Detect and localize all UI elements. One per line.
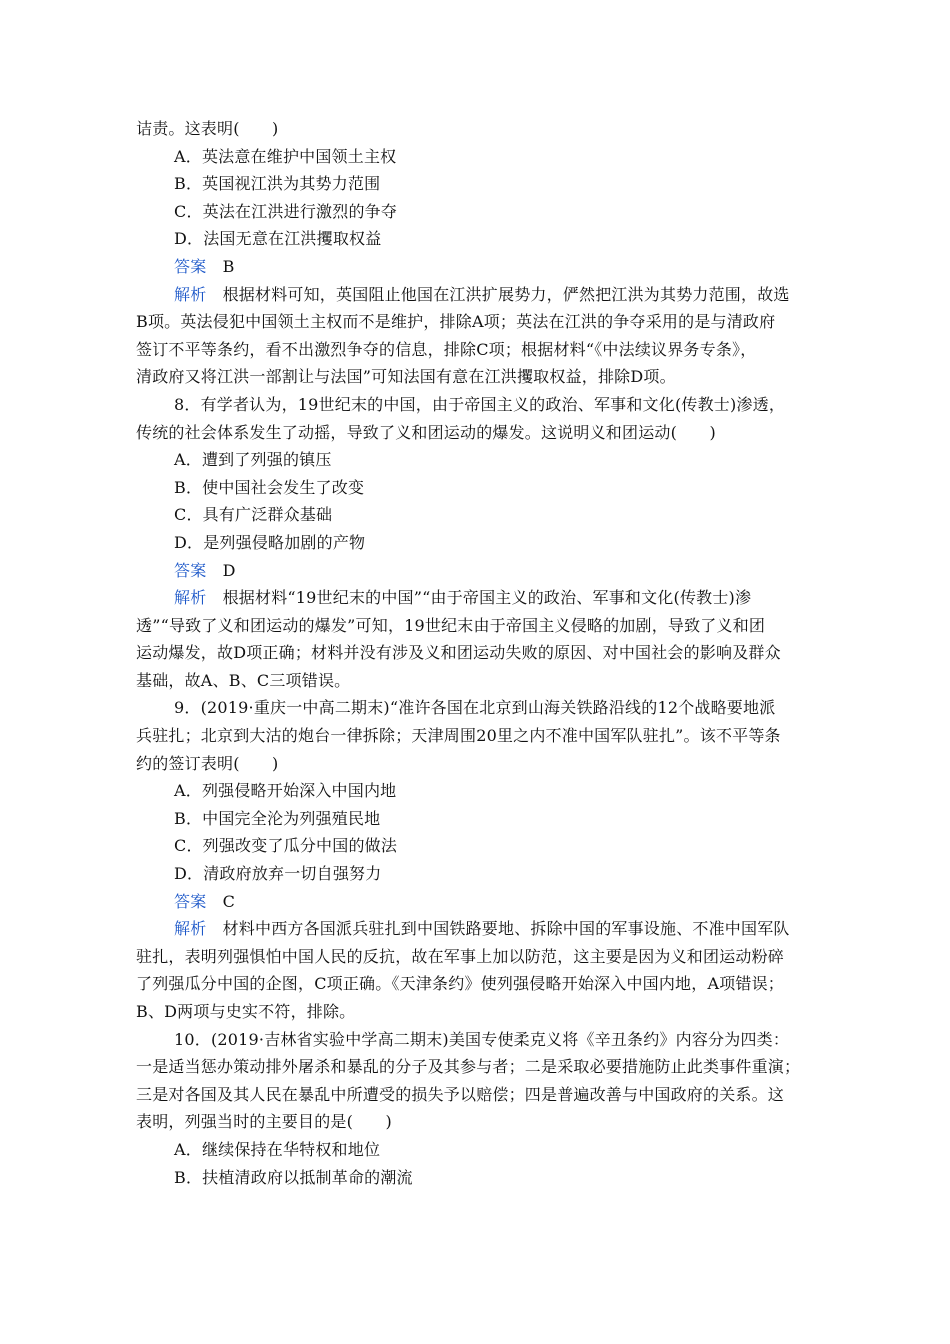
analysis-line: [136, 584, 816, 612]
answer-value: C: [222, 891, 236, 911]
option-c: C．具有广泛群众基础: [174, 505, 333, 525]
question-10: [136, 1026, 816, 1192]
document-page: [136, 115, 816, 1191]
analysis-text: 了列强瓜分中国的企图，C项正确。《天津条约》使列强侵略开始深入中国内地，A项错误；: [136, 974, 784, 994]
question-9: [136, 694, 816, 1025]
analysis-text: 驻扎，表明列强惧怕中国人民的反抗，故在军事上加以防范，这主要是因为义和团运动粉碎: [136, 946, 785, 966]
question-stem: 约的签订表明( ): [136, 753, 279, 773]
analysis-text: B项。英法侵犯中国领土主权而不是维护，排除A项；英法在江洪的争夺采用的是与清政府: [136, 312, 776, 332]
answer-label: 答案: [174, 256, 207, 276]
option-b: B．使中国社会发生了改变: [174, 477, 365, 497]
analysis-text: 基础，故A、B、C三项错误。: [136, 670, 351, 690]
question-stem: 10．(2019·吉林省实验中学高二期末)美国专使柔克义将《辛丑条约》内容分为四类：: [174, 1029, 790, 1049]
analysis-text: 根据材料“19世纪末的中国”“由于帝国主义的政治、军事和文化(传教士)渗: [222, 588, 752, 608]
analysis-label: 解析: [174, 588, 207, 608]
option-b: B．中国完全沦为列强殖民地: [174, 808, 381, 828]
option-a: A．英法意在维护中国领土主权: [174, 146, 397, 166]
analysis-text: 清政府又将江洪一部割让与法国”可知法国有意在江洪攫取权益，排除D项。: [136, 367, 676, 387]
question-stem: 表明，列强当时的主要目的是( ): [136, 1112, 392, 1132]
answer-line: [136, 253, 816, 281]
question-stem: 兵驻扎；北京到大沽的炮台一律拆除；天津周围20里之内不准中国军队驻扎”。该不平等条: [136, 726, 781, 746]
option-b: B．英国视江洪为其势力范围: [174, 174, 381, 194]
question-stem: 诘责。这表明( ): [136, 119, 279, 138]
answer-value: B: [222, 256, 235, 276]
analysis-text: 运动爆发，故D项正确；材料并没有涉及义和团运动失败的原因、对中国社会的影响及群众: [136, 643, 781, 663]
question-8: [136, 391, 816, 695]
option-d: D．是列强侵略加剧的产物: [174, 532, 366, 552]
analysis-text: 材料中西方各国派兵驻扎到中国铁路要地、拆除中国的军事设施、不准中国军队: [222, 919, 790, 939]
analysis-text: B、D两项与史实不符，排除。: [136, 1002, 356, 1021]
answer-line: [136, 557, 816, 585]
option-a: A．遭到了列强的镇压: [174, 450, 332, 470]
question-stem: 9．(2019·重庆一中高二期末)“准许各国在北京到山海关铁路沿线的12个战略要地派: [174, 698, 776, 718]
question-stem: 8．有学者认为，19世纪末的中国，由于帝国主义的政治、军事和文化(传教士)渗透，: [174, 394, 786, 414]
option-d: D．清政府放弃一切自强努力: [174, 864, 382, 884]
option-b: B．扶植清政府以抵制革命的潮流: [174, 1167, 413, 1187]
option-d: D．法国无意在江洪攫取权益: [174, 229, 382, 249]
question-7: [136, 115, 816, 391]
analysis-line: [136, 281, 816, 309]
question-stem: 一是适当惩办策动排外屠杀和暴乱的分子及其参与者；二是采取必要措施防止此类事件重演；: [136, 1057, 801, 1077]
answer-line: [136, 888, 816, 916]
option-c: C．英法在江洪进行激烈的争夺: [174, 201, 398, 221]
option-a: A．列强侵略开始深入中国内地: [174, 781, 397, 801]
analysis-text: 根据材料可知，英国阻止他国在江洪扩展势力，俨然把江洪为其势力范围，故选: [222, 284, 790, 304]
option-c: C．列强改变了瓜分中国的做法: [174, 836, 398, 856]
analysis-text: 透”“导致了义和团运动的爆发”可知，19世纪末由于帝国主义侵略的加剧，导致了义和团: [136, 615, 766, 635]
answer-label: 答案: [174, 560, 207, 580]
question-stem: 三是对各国及其人民在暴乱中所遭受的损失予以赔偿；四是普遍改善与中国政府的关系。这: [136, 1084, 785, 1104]
analysis-label: 解析: [174, 284, 207, 304]
answer-value: D: [222, 560, 236, 580]
option-a: A．继续保持在华特权和地位: [174, 1139, 381, 1159]
answer-label: 答案: [174, 891, 207, 911]
analysis-label: 解析: [174, 919, 207, 939]
analysis-line: [136, 915, 816, 943]
question-stem: 传统的社会体系发生了动摇，导致了义和团运动的爆发。这说明义和团运动( ): [136, 422, 716, 442]
analysis-text: 签订不平等条约，看不出激烈争夺的信息，排除C项；根据材料“《中法续议界务专条》，: [136, 339, 757, 359]
